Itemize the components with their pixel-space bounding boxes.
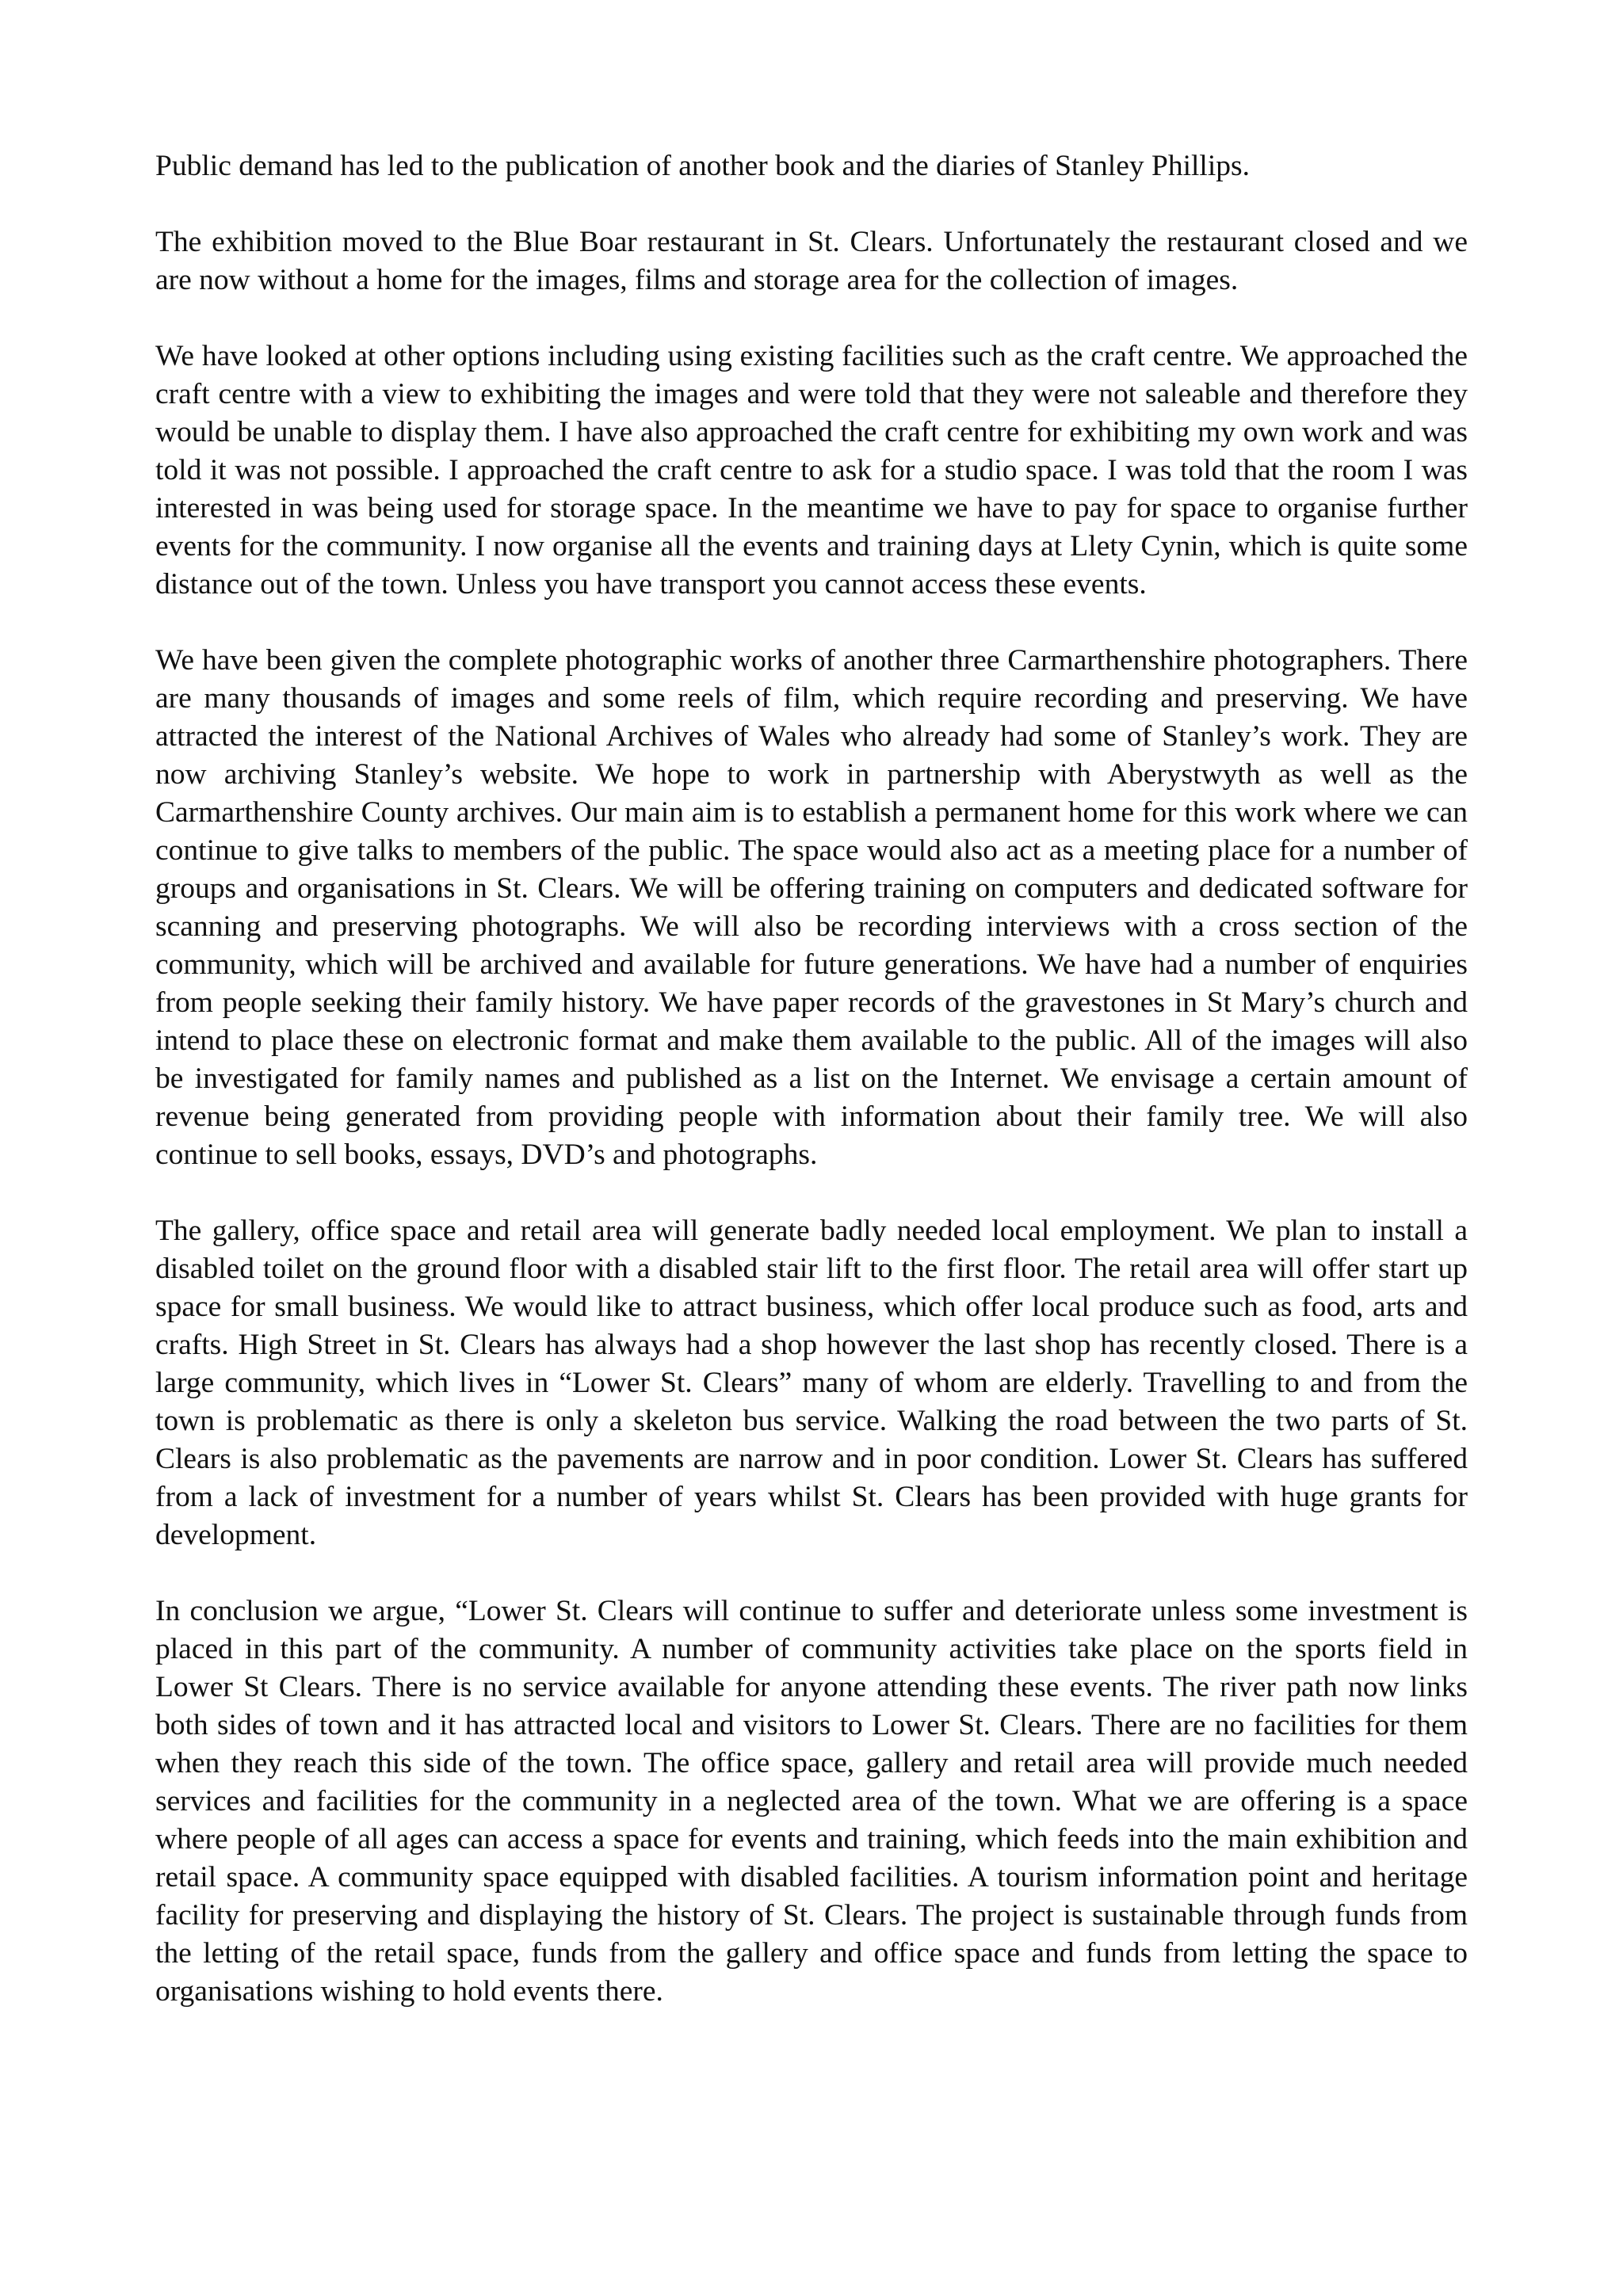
paragraph-gallery-employment: The gallery, office space and retail area will generate badly needed local employment. We plan to install a disabled toilet on the ground floor with a disabled stair lift to the first floor. The retail area will offer start up space for small business. We would like to attract business, which offer local produce such as food, arts and crafts. High Street in St. Clears has always had a shop however the last shop has recently closed. There is a large community, which lives in “Lower St. Clears” many of whom are elderly. Travelling to and from the town is problematic as there is only a skeleton bus service. Walking the road between the two parts of St. Clears is also problematic as the pavements are narrow and in poor condition. Lower St. Clears has suffered from a lack of investment for a number of years whilst St. Clears has been provided with huge grants for development.: [155, 1215, 1468, 1551]
paragraph-exhibition-moved: The exhibition moved to the Blue Boar restaurant in St. Clears. Unfortunately the restaurant closed and we are now without a home for the images, films and storage area for the collection of images.: [155, 226, 1468, 296]
paragraph-conclusion: In conclusion we argue, “Lower St. Clears will continue to suffer and deteriorate unless some investment is placed in this part of the community. A number of community activities take place on the sports field in Lower St Clears. There is no service available for anyone attending these events. The river path now links both sides of town and it has attracted local and visitors to Lower St. Clears. There are no facilities for them when they reach this side of the town. The office space, gallery and retail area will provide much needed services and facilities for the community in a neglected area of the town. What we are offering is a space where people of all ages can access a space for events and training, which feeds into the main exhibition and retail space. A community space equipped with disabled facilities. A tourism information point and heritage facility for preserving and displaying the history of St. Clears. The project is sustainable through funds from the letting of the retail space, funds from the gallery and office space and funds from letting the space to organisations wishing to hold events there.: [155, 1595, 1468, 2008]
paragraph-publication: Public demand has led to the publication of another book and the diaries of Stanley Phillips.: [155, 150, 1250, 182]
paragraph-craft-centre: We have looked at other options including using existing facilities such as the craft centre. We approached the craft centre with a view to exhibiting the images and were told that they were not saleable and therefore they would be unable to display them. I have also approached the craft centre for exhibiting my own work and was told it was not possible. I approached the craft centre to ask for a studio space. I was told that the room I was interested in was being used for storage space. In the meantime we have to pay for space to organise further events for the community. I now organise all the events and training days at Llety Cynin, which is quite some distance out of the town. Unless you have transport you cannot access these events.: [155, 340, 1468, 601]
document-page: [155, 147, 1468, 2011]
paragraph-photographic-works: We have been given the complete photographic works of another three Carmarthenshire photographers. There are many thousands of images and some reels of film, which require recording and preserving. We have attracted the interest of the National Archives of Wales who already had some of Stanley’s work. They are now archiving Stanley’s website. We hope to work in partnership with Aberystwyth as well as the Carmarthenshire County archives. Our main aim is to establish a permanent home for this work where we can continue to give talks to members of the public. The space would also act as a meeting place for a number of groups and organisations in St. Clears. We will be offering training on computers and dedicated software for scanning and preserving photographs. We will also be recording interviews with a cross section of the community, which will be archived and available for future generations. We have had a number of enquiries from people seeking their family history. We have paper records of the gravestones in St Mary’s church and intend to place these on electronic format and make them available to the public. All of the images will also be investigated for family names and published as a list on the Internet. We envisage a certain amount of revenue being generated from providing people with information about their family tree. We will also continue to sell books, essays, DVD’s and photographs.: [155, 644, 1468, 1171]
